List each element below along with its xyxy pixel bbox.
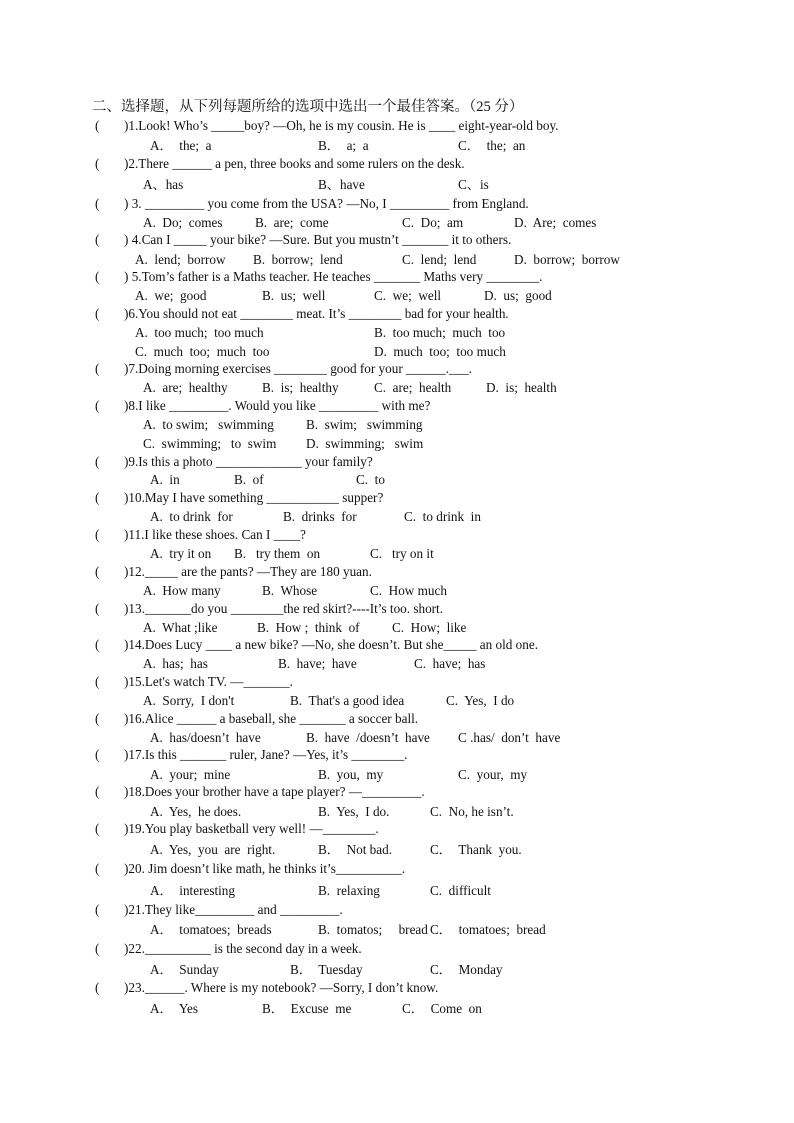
- option-c: C. much too; much too: [135, 344, 270, 359]
- answer-blank[interactable]: (: [95, 902, 100, 917]
- option-b: B． Tuesday: [290, 962, 363, 977]
- option-b: B. of: [234, 472, 264, 487]
- option-d: D. Are; comes: [514, 215, 597, 230]
- answer-blank[interactable]: (: [95, 637, 100, 652]
- option-c: C. Yes, I do: [446, 693, 515, 708]
- option-b: B． a; a: [318, 138, 369, 153]
- question-12: [95, 564, 372, 580]
- option-c: C. lend; lend: [402, 252, 477, 267]
- option-c: C. to drink in: [404, 509, 481, 524]
- option-b: B． Not bad.: [318, 842, 392, 857]
- option-c: C． the; an: [458, 138, 526, 153]
- option-a: A. Do; comes: [143, 215, 223, 230]
- option-a: A. to swim; swimming: [143, 417, 274, 432]
- option-a: A． tomatoes; breads: [150, 922, 272, 937]
- option-b: B. drinks for: [283, 509, 357, 524]
- question-14: [95, 637, 538, 653]
- question-19: [95, 821, 379, 837]
- answer-blank[interactable]: (: [95, 398, 100, 413]
- question-10: [95, 490, 383, 506]
- option-c: C. swimming; to swim: [143, 436, 277, 451]
- question-stem: ) 5.Tom’s father is a Maths teacher. He teaches _______ Maths very ________.: [124, 269, 543, 284]
- option-c: C． tomatoes; bread: [430, 922, 546, 937]
- option-c: C. your, my: [458, 767, 528, 782]
- option-c: C. How much: [370, 583, 447, 598]
- option-a: A. Yes, you are right.: [150, 842, 276, 857]
- option-a: A. Sorry, I don't: [143, 693, 235, 708]
- option-a: A． Yes: [150, 1001, 199, 1016]
- answer-blank[interactable]: (: [95, 156, 100, 171]
- option-a: A. are; healthy: [143, 380, 228, 395]
- option-a: A. we; good: [135, 288, 207, 303]
- question-stem: )10.May I have something ___________ supper?: [124, 490, 384, 505]
- answer-blank[interactable]: (: [95, 747, 100, 762]
- question-stem: )14.Does Lucy ____ a new bike? —No, she doesn’t. But she_____ an old one.: [124, 637, 538, 652]
- answer-blank[interactable]: (: [95, 564, 100, 579]
- question-3: [95, 196, 529, 212]
- option-b: B. try them on: [234, 546, 321, 561]
- question-stem: )12._____ are the pants? —They are 180 yuan.: [124, 564, 372, 579]
- question-23: [95, 980, 438, 996]
- option-b: B． Excuse me: [262, 1001, 352, 1016]
- question-5: [95, 269, 542, 285]
- question-16: [95, 711, 418, 727]
- option-b: B. borrow; lend: [253, 252, 343, 267]
- option-c: C. are; health: [374, 380, 452, 395]
- option-b: B. too much; much too: [374, 325, 506, 340]
- question-stem: )15.Let's watch TV. —_______.: [124, 674, 293, 689]
- option-b: B. you, my: [318, 767, 384, 782]
- question-15: [95, 674, 293, 690]
- option-a: A. Yes, he does.: [150, 804, 242, 819]
- option-c: C. Do; am: [402, 215, 464, 230]
- question-stem: )16.Alice ______ a baseball, she _______ a soccer ball.: [124, 711, 419, 726]
- answer-blank[interactable]: (: [95, 490, 100, 505]
- question-stem: )23.______. Where is my notebook? —Sorry, I don’t know.: [124, 980, 439, 995]
- question-stem: )11.I like these shoes. Can I ____?: [124, 527, 306, 542]
- question-stem: )8.I like _________. Would you like _________ with me?: [124, 398, 431, 413]
- option-a: A. too much; too much: [135, 325, 264, 340]
- option-d: D. us; good: [484, 288, 552, 303]
- option-a: A． the; a: [150, 138, 212, 153]
- question-8: [95, 398, 430, 414]
- answer-blank[interactable]: (: [95, 232, 100, 247]
- option-c: C. No, he isn’t.: [430, 804, 514, 819]
- answer-blank[interactable]: (: [95, 196, 100, 211]
- question-stem: )9.Is this a photo _____________ your family?: [124, 454, 373, 469]
- question-stem: )6.You should not eat ________ meat. It’s ________ bad for your health.: [124, 306, 509, 321]
- question-stem: ) 4.Can I _____ your bike? —Sure. But you mustn’t _______ it to others.: [124, 232, 512, 247]
- question-17: [95, 747, 407, 763]
- option-b: B. How ; think of: [257, 620, 360, 635]
- option-d: D. much too; too much: [374, 344, 506, 359]
- question-stem: )13._______do you ________the red skirt?----It’s too. short.: [124, 601, 444, 616]
- question-stem: )2.There ______ a pen, three books and some rulers on the desk.: [124, 156, 465, 171]
- option-b: B. have /doesn’t have: [306, 730, 430, 745]
- question-4: [95, 232, 511, 248]
- option-b: B. Whose: [262, 583, 318, 598]
- option-a: A. to drink for: [150, 509, 233, 524]
- question-stem: )19.You play basketball very well! —________.: [124, 821, 379, 836]
- option-a: A． Sunday: [150, 962, 219, 977]
- option-a: A. your; mine: [150, 767, 231, 782]
- option-c: C． Come on: [402, 1001, 482, 1016]
- option-b: B. us; well: [262, 288, 326, 303]
- option-b: B. Yes, I do.: [318, 804, 390, 819]
- answer-blank[interactable]: (: [95, 361, 100, 376]
- question-stem: )20. Jim doesn’t like math, he thinks it’s__________.: [124, 861, 406, 876]
- question-2: [95, 156, 465, 172]
- question-20: [95, 861, 405, 877]
- option-b: B. is; healthy: [262, 380, 339, 395]
- answer-blank[interactable]: (: [95, 941, 100, 956]
- option-a: A. in: [150, 472, 180, 487]
- question-stem: )21.They like_________ and _________.: [124, 902, 343, 917]
- answer-blank[interactable]: (: [95, 784, 100, 799]
- option-a: A. lend; borrow: [135, 252, 226, 267]
- option-c: C .has/ don’t have: [458, 730, 561, 745]
- question-13: [95, 601, 443, 617]
- option-b: B. tomatos; bread: [318, 922, 428, 937]
- question-7: [95, 361, 472, 377]
- option-b: B. That's a good idea: [290, 693, 405, 708]
- question-1: [95, 118, 559, 134]
- question-stem: ) 3. _________ you come from the USA? —No, I _________ from England.: [124, 196, 529, 211]
- option-d: D. is; health: [486, 380, 557, 395]
- answer-blank[interactable]: (: [95, 118, 100, 133]
- section-title: 二、选择题，从下列每题所给的选项中选出一个最佳答案。（25 分）: [92, 99, 524, 115]
- option-c: C、is: [458, 177, 489, 192]
- option-b: B. relaxing: [318, 883, 380, 898]
- question-22: [95, 941, 362, 957]
- option-b: B、have: [318, 177, 365, 192]
- option-a: A. What ;like: [143, 620, 218, 635]
- option-a: A. has; has: [143, 656, 208, 671]
- answer-blank[interactable]: (: [95, 711, 100, 726]
- answer-blank[interactable]: (: [95, 601, 100, 616]
- option-b: B. have; have: [278, 656, 357, 671]
- question-6: [95, 306, 509, 322]
- answer-blank[interactable]: (: [95, 306, 100, 321]
- answer-blank[interactable]: (: [95, 980, 100, 995]
- option-c: C. have; has: [414, 656, 486, 671]
- option-c: C． Monday: [430, 962, 503, 977]
- answer-blank[interactable]: (: [95, 821, 100, 836]
- answer-blank[interactable]: (: [95, 454, 100, 469]
- question-18: [95, 784, 425, 800]
- option-d: D. borrow; borrow: [514, 252, 620, 267]
- question-stem: )18.Does your brother have a tape player? —_________.: [124, 784, 425, 799]
- option-a: A、has: [143, 177, 184, 192]
- answer-blank[interactable]: (: [95, 527, 100, 542]
- option-c: C. try on it: [370, 546, 434, 561]
- answer-blank[interactable]: (: [95, 674, 100, 689]
- option-c: C. difficult: [430, 883, 491, 898]
- question-stem: )1.Look! Who’s _____boy? —Oh, he is my cousin. He is ____ eight-year-old boy.: [124, 118, 559, 133]
- option-b: B. are; come: [255, 215, 329, 230]
- option-c: C. to: [356, 472, 385, 487]
- question-11: [95, 527, 306, 543]
- option-a: A. try it on: [150, 546, 212, 561]
- answer-blank[interactable]: (: [95, 861, 100, 876]
- option-c: C． Thank you.: [430, 842, 522, 857]
- option-b: B. swim; swimming: [306, 417, 423, 432]
- option-a: A. has/doesn’t have: [150, 730, 261, 745]
- option-d: D. swimming; swim: [306, 436, 424, 451]
- question-9: [95, 454, 373, 470]
- question-21: [95, 902, 343, 918]
- option-a: A. How many: [143, 583, 221, 598]
- option-a: A． interesting: [150, 883, 235, 898]
- answer-blank[interactable]: (: [95, 269, 100, 284]
- question-stem: )17.Is this _______ ruler, Jane? —Yes, it’s ________.: [124, 747, 408, 762]
- question-stem: )22.__________ is the second day in a week.: [124, 941, 362, 956]
- question-stem: )7.Doing morning exercises ________ good for your ______.___.: [124, 361, 472, 376]
- option-c: C. How; like: [392, 620, 467, 635]
- option-c: C. we; well: [374, 288, 442, 303]
